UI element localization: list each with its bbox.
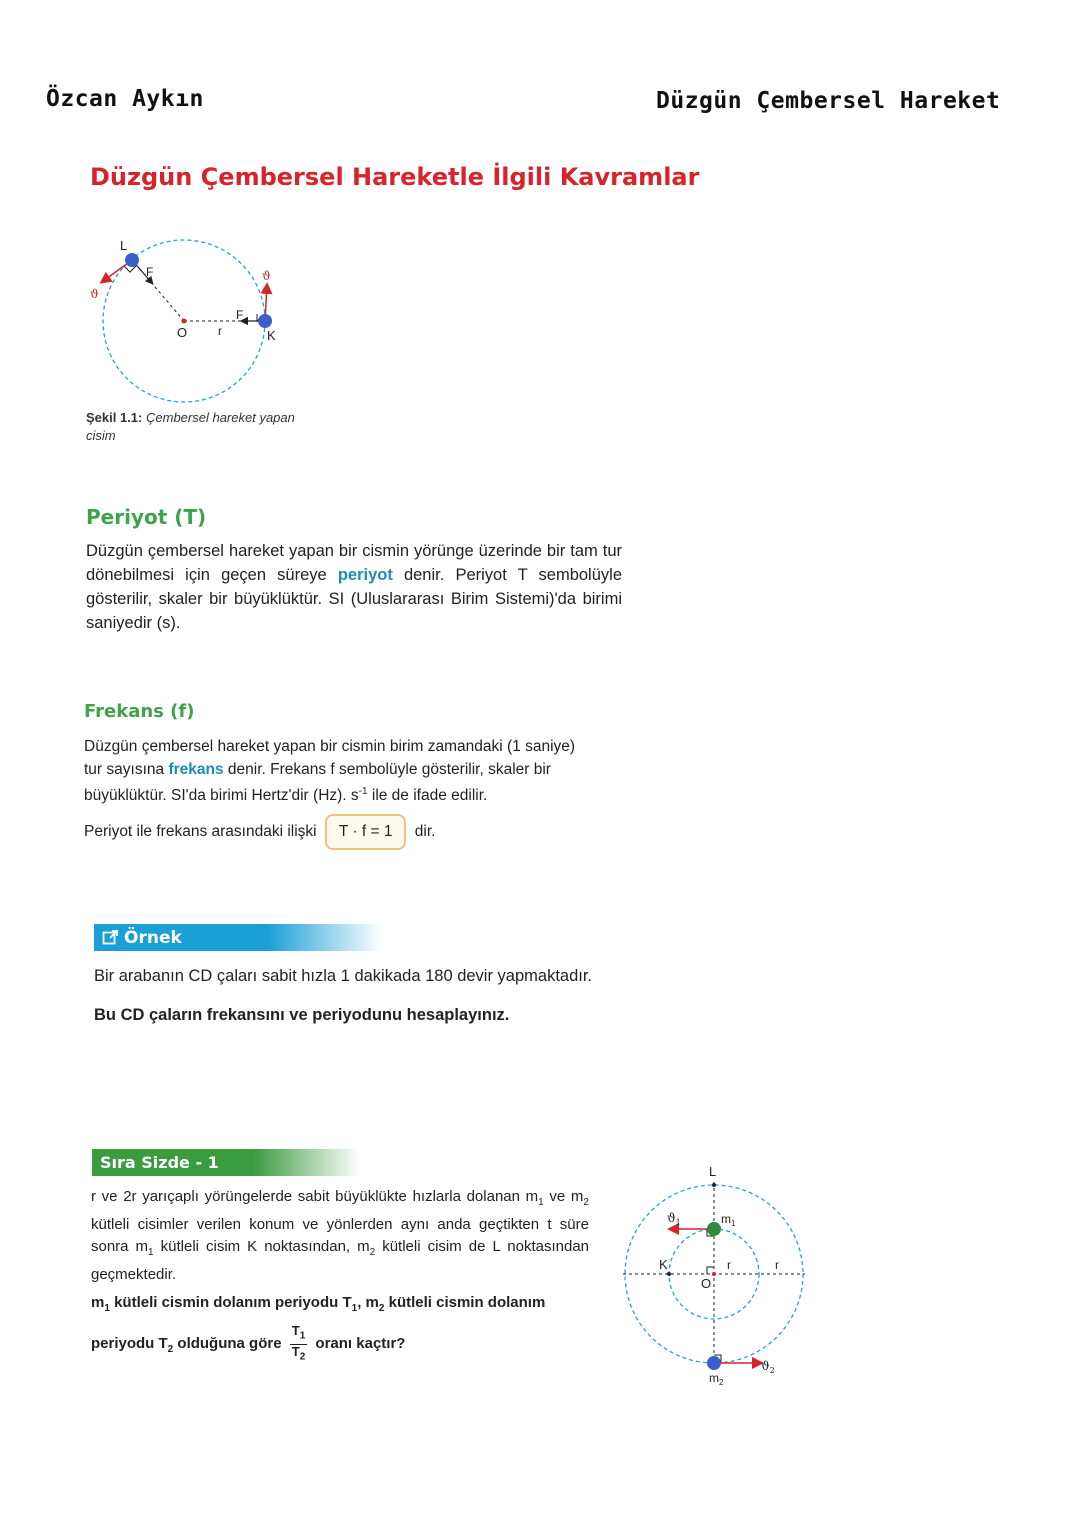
label-f2: F [236, 308, 244, 322]
label-r: r [218, 324, 222, 338]
sira-sizde-label: Sıra Sizde - 1 [100, 1153, 219, 1172]
label-v2: ϑ [262, 269, 271, 283]
label-k2: K [659, 1257, 668, 1272]
label-r-outer: r [775, 1258, 779, 1272]
label-m1: $m_1$ [721, 1212, 736, 1228]
keyword-periyot: periyot [337, 566, 393, 584]
mass-m2 [707, 1356, 721, 1370]
label-o: O [177, 325, 188, 340]
keyword-frekans: frekans [168, 760, 224, 778]
periyot-heading: Periyot (T) [86, 505, 207, 529]
periyot-paragraph: Düzgün çembersel hareket yapan bir cismin yörünge üzerinde bir tam tur dönebilmesi için geçen süreye periyot denir. Periyot T sembolüyle gösterilir, skaler bir büyüklüktür. SI (Uluslararası Birim Sistemi)'da birimi saniyedir (s). [86, 542, 622, 632]
author-name: Özcan Aykın [46, 86, 204, 112]
frekans-heading: Frekans (f) [84, 701, 195, 722]
label-o2: O [701, 1276, 712, 1291]
period-ratio-fraction: $\frac{T_1}{T_2}$ [291, 1323, 306, 1363]
label-l2: L [709, 1164, 717, 1179]
point-k [667, 1272, 671, 1276]
center-point [182, 319, 187, 324]
sira-sizde-question: $m_1$ kütleli cismin dolanım periyodu $T_1$, $m_2$ kütleli cismin dolanım periyodu $T_2$ olduğuna göre $\frac{T_1}{T_2}$ oranı kaçtır? [91, 1294, 546, 1363]
figure-circular-motion [80, 230, 310, 410]
label-k: K [267, 328, 276, 343]
label-v2-2: $ϑ_2$ [761, 1359, 775, 1375]
label-v1-2: $ϑ_1$ [667, 1211, 681, 1227]
label-m2: $m_2$ [709, 1371, 724, 1387]
ornek-banner [94, 924, 382, 951]
figure-caption [86, 409, 316, 445]
center-o [712, 1272, 716, 1276]
label-v1: ϑ [90, 287, 99, 301]
mass-m1 [707, 1222, 721, 1236]
label-l: L [120, 238, 128, 253]
external-link-icon [102, 929, 119, 946]
frequency-relation: Periyot ile frekans arasındaki ilişki T · f = 1 dir. [84, 814, 435, 850]
page-title: Düzgün Çembersel Hareketle İlgili Kavramlar [90, 163, 700, 191]
sira-sizde-paragraph: r ve 2r yarıçaplı yörüngelerde sabit büyüklükte hızlarla dolanan $m_1$ ve $m_2$ kütleli cisimler verilen konum ve yönlerden aynı anda geçtikten t süre sonra $m_1$ kütleli cisim K noktasından, $m_2$ kütleli cisim de L noktasından geçmektedir. [91, 1188, 589, 1283]
mass-l [125, 253, 139, 267]
label-r-inner: r [727, 1258, 731, 1272]
formula-box: T · f = 1 [325, 814, 407, 850]
ornek-label: Örnek [124, 927, 182, 948]
figure-two-orbits [615, 1160, 815, 1395]
frekans-paragraph: Düzgün çembersel hareket yapan bir cismin birim zamandaki (1 saniye) tur sayısına frekans denir. Frekans f sembolüyle gösterilir, skaler bir büyüklüktür. SI'da birimi Hertz'dir (Hz). $s^{-1}$ ile de ifade edilir. [84, 738, 576, 805]
ornek-line1: Bir arabanın CD çaları sabit hızla 1 dakikada 180 devir yapmaktadır. [94, 967, 593, 985]
ornek-question: Bu CD çaların frekansını ve periyodunu hesaplayınız. [94, 1006, 510, 1024]
label-f1: F [146, 265, 154, 279]
caption-label: Şekil 1.1: [86, 410, 143, 425]
mass-k [258, 314, 272, 328]
topic-header: Düzgün Çembersel Hareket [656, 88, 1001, 114]
sira-sizde-banner [92, 1149, 360, 1176]
caption-text: Çembersel hareket yapan cisim [86, 410, 295, 443]
point-l [712, 1183, 716, 1187]
